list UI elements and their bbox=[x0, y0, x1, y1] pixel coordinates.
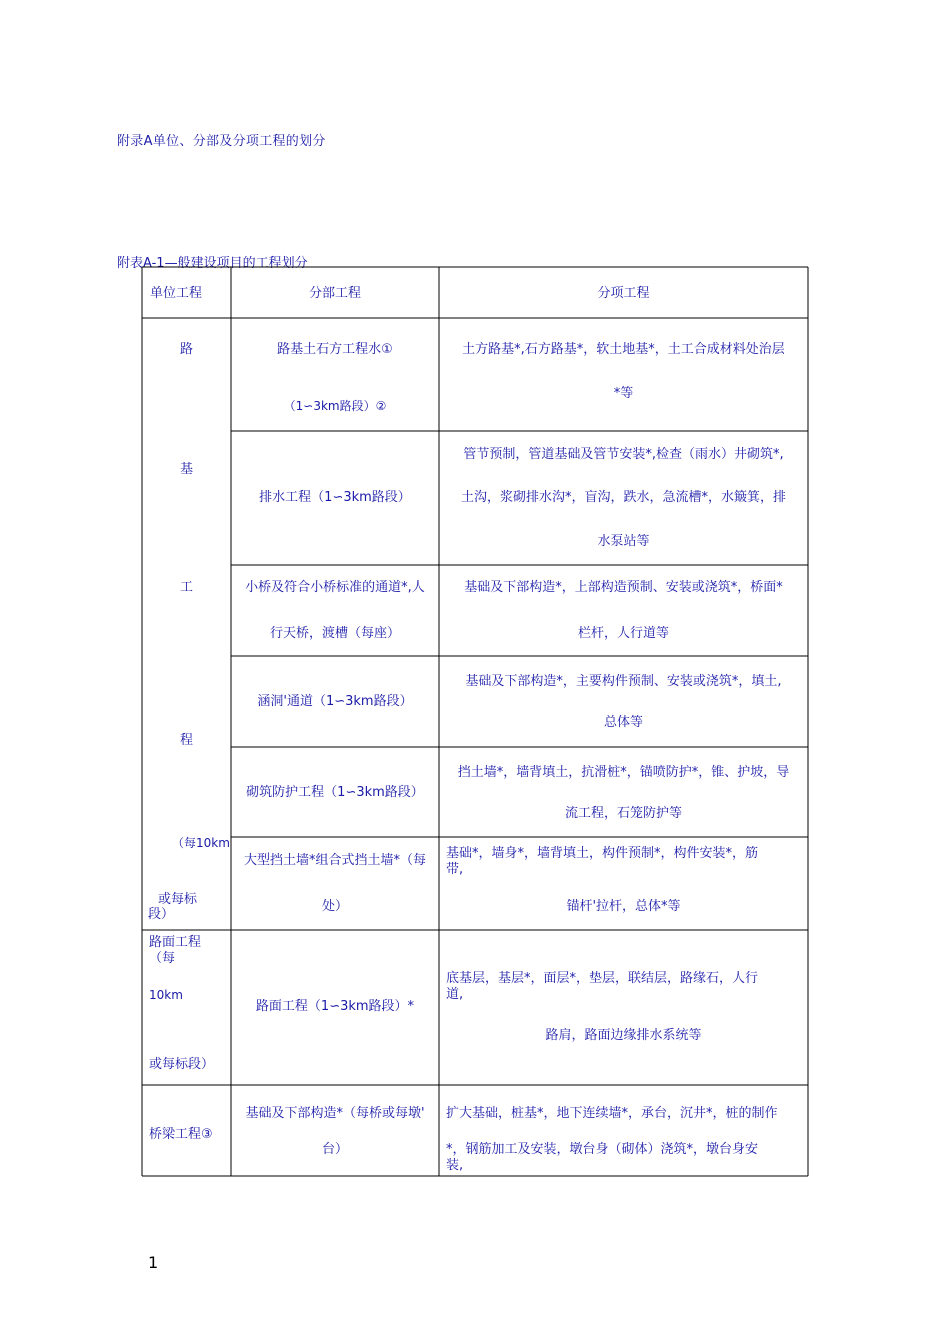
division-cell: （1∽3km路段）② bbox=[283, 399, 387, 413]
pavement-unit: 10km bbox=[149, 988, 183, 1002]
page-number: 1 bbox=[148, 1253, 159, 1272]
roadbed-unit-note: 或每标 bbox=[158, 892, 198, 907]
division-cell: 处） bbox=[321, 899, 348, 914]
item-cell: 道, bbox=[446, 987, 464, 1002]
roadbed-unit-char: 路 bbox=[180, 342, 194, 357]
division-cell: 小桥及符合小桥标准的通道*,人 bbox=[245, 580, 425, 595]
item-cell: 扩大基础，桩基*，地下连续墙*，承台，沉井*，桩的制作 bbox=[446, 1106, 778, 1121]
bridge-unit: 桥梁工程③ bbox=[149, 1127, 213, 1142]
item-cell: 基础及下部构造*，上部构造预制、安装或浇筑*，桥面* bbox=[464, 580, 783, 595]
item-cell: 流工程，石笼防护等 bbox=[564, 806, 682, 821]
item-cell: 装, bbox=[446, 1158, 464, 1173]
appendix-title: 附录A单位、分部及分项工程的划分 bbox=[117, 134, 326, 149]
division-cell: 涵洞'通道（1∽3km路段） bbox=[257, 694, 413, 709]
roadbed-unit-char: 工 bbox=[180, 580, 194, 595]
item-cell: *，钢筋加工及安装，墩台身（砌体）浇筑*，墩台身安 bbox=[446, 1142, 759, 1157]
item-cell: 土方路基*,石方路基*，软土地基*，土工合成材料处治层 bbox=[462, 342, 785, 357]
division-cell: 砌筑防护工程（1∽3km路段） bbox=[246, 785, 424, 800]
item-cell: 带, bbox=[446, 862, 464, 877]
item-cell: 路肩，路面边缘排水系统等 bbox=[545, 1028, 702, 1043]
item-cell: *等 bbox=[613, 386, 634, 401]
roadbed-unit-note: 段） bbox=[148, 907, 175, 922]
item-cell: 总体等 bbox=[603, 715, 643, 730]
item-cell: 底基层，基层*，面层*，垫层，联结层，路缘石，人行 bbox=[446, 971, 759, 986]
header-unit: 单位工程 bbox=[150, 286, 203, 301]
item-cell: 土沟，浆砌排水沟*，盲沟，跌水，急流槽*，水簸箕，排 bbox=[460, 490, 786, 505]
division-cell: 路面工程（1∽3km路段）* bbox=[255, 999, 415, 1014]
pavement-unit: （每 bbox=[149, 951, 176, 966]
division-cell: 排水工程（1∽3km路段） bbox=[259, 490, 411, 505]
division-cell: 台） bbox=[321, 1142, 348, 1157]
item-cell: 水泵站等 bbox=[597, 534, 650, 549]
header-item: 分项工程 bbox=[597, 286, 650, 301]
item-cell: 基础及下部构造*，主要构件预制、安装或浇筑*，填土, bbox=[465, 674, 782, 689]
table-caption: 附表A-1—般建设项目的工程划分 bbox=[117, 256, 308, 271]
pavement-unit: 或每标段） bbox=[149, 1057, 215, 1072]
roadbed-unit-char: 基 bbox=[180, 462, 194, 477]
division-cell: 行天桥，渡槽（每座） bbox=[269, 626, 400, 641]
item-cell: 挡土墙*，墙背填土，抗滑桩*，锚喷防护*，锥、护坡，导 bbox=[457, 765, 790, 780]
roadbed-unit-char: 程 bbox=[180, 733, 194, 748]
header-division: 分部工程 bbox=[308, 286, 361, 301]
division-cell: 大型挡土墙*组合式挡土墙*（每 bbox=[243, 853, 426, 868]
item-cell: 栏杆，人行道等 bbox=[577, 626, 669, 641]
item-cell: 管节预制，管道基础及管节安装*,检查（雨水）井砌筑*, bbox=[463, 447, 784, 462]
division-cell: 基础及下部构造*（每桥或每墩' bbox=[245, 1106, 425, 1121]
pavement-unit: 路面工程 bbox=[149, 935, 202, 950]
roadbed-unit-note: （每10km bbox=[172, 836, 230, 850]
division-cell: 路基土石方工程水① bbox=[277, 342, 393, 357]
item-cell: 基础*，墙身*，墙背填土，构件预制*，构件安装*，筋 bbox=[446, 846, 759, 861]
item-cell: 锚杆'拉杆，总体*等 bbox=[566, 899, 681, 914]
